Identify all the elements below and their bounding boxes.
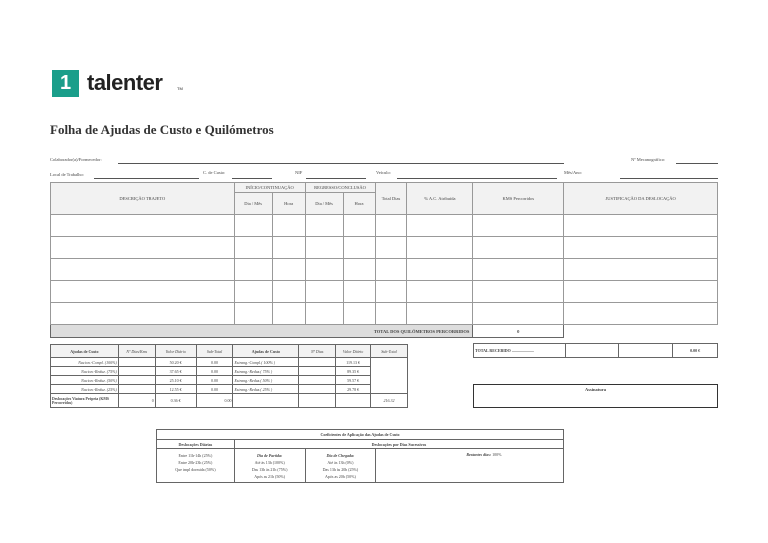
mecanografico-label: Nº Mecanográfico: <box>631 157 666 162</box>
col-ac-atribuida: % A.C. Atribuída <box>407 183 473 215</box>
coef-title: Coeficientes de Aplicação das Ajudas de Custo <box>157 430 564 440</box>
row-label: Nacion.-Reduz. (75%) <box>51 367 119 376</box>
table-row[interactable] <box>51 281 718 303</box>
coef-chegada: Dia de Chegada: Até às 13h (0%) Das 13h às 20h (25%) Após as 20h (50%) <box>305 449 376 483</box>
total-received <box>473 343 718 358</box>
allowances-table <box>50 344 408 408</box>
local-label: Local de Trabalho: <box>50 172 84 177</box>
logo-mark: 1 <box>52 70 79 97</box>
ccusto-label: C. de Custo: <box>203 170 226 175</box>
col-inicio: INÍCIO/CONTINUAÇÃO <box>234 183 305 193</box>
table-row <box>51 376 408 385</box>
nif-field[interactable] <box>306 178 366 179</box>
row-sub: 0.00 <box>196 376 233 385</box>
grand-sub: 216.32 <box>371 394 408 408</box>
table-row <box>51 358 408 367</box>
col-kms: KMS Percorridos <box>473 183 564 215</box>
coef-partida: Dia de Partida: Até às 13h (100%) Das 13h às 21h (75%) Após as 21h (50%) <box>234 449 305 483</box>
row-valor: 25.10 € <box>155 376 196 385</box>
table-row[interactable] <box>51 259 718 281</box>
hdr-valor: Valor Diário <box>155 345 196 358</box>
table-row <box>51 367 408 376</box>
viatura-label: Deslocações Viatura Própria (KMS Percorridos) <box>51 394 119 408</box>
row-sub: 0.00 <box>196 367 233 376</box>
viatura-valor: 0.36 € <box>155 394 196 408</box>
signature-box[interactable] <box>473 384 718 408</box>
row-label2: Estrang.-Reduz.( 50% ) <box>233 376 299 385</box>
col-regresso-hora: Hora <box>343 193 375 215</box>
dias-input[interactable] <box>118 367 155 376</box>
dias2-input[interactable] <box>299 367 336 376</box>
coef-diarias: Deslocações Diárias <box>157 440 235 449</box>
dias2-input[interactable] <box>299 358 336 367</box>
sub2-cell <box>371 358 408 394</box>
row-valor2: 89.35 € <box>336 367 371 376</box>
dias2-input[interactable] <box>299 376 336 385</box>
hdr-dias: Nº Dias/Kms <box>118 345 155 358</box>
coef-diarias-list: Entre 11h-14h (25%) Entre 20h-23h (25%) Que impl dormida (50%) <box>157 449 235 483</box>
colaborador-label: Colaborador(a)/Formecedor: <box>50 157 102 162</box>
col-inicio-hora: Hora <box>272 193 305 215</box>
row-label2: Estrang.-Reduz.( 75% ) <box>233 367 299 376</box>
colaborador-field[interactable] <box>118 163 564 164</box>
total-value: 0.00 € <box>673 344 718 358</box>
dias2-input[interactable] <box>299 385 336 394</box>
hdr-dias2: Nº Dias <box>299 345 336 358</box>
mecanografico-field[interactable] <box>676 163 718 164</box>
col-justificacao: JUSTIFICAÇÃO DA DESLOCAÇÃO <box>564 183 718 215</box>
coef-restantes: Restantes dias: 100% <box>376 449 564 483</box>
total-km-label: TOTAL DOS QUILÓMETROS PERCORRIDOS <box>51 325 473 338</box>
col-regresso: REGRESSO/CONCLUSÃO <box>305 183 375 193</box>
row-label: Nacion.-Compl. (100%) <box>51 358 119 367</box>
veiculo-field[interactable] <box>397 178 557 179</box>
viatura-dias[interactable]: 0 <box>118 394 155 408</box>
dias-input[interactable] <box>118 358 155 367</box>
veiculo-label: Veículo: <box>376 170 391 175</box>
dias-input[interactable] <box>118 376 155 385</box>
row-label2: Estrang.-Reduz.( 25% ) <box>233 385 299 394</box>
coef-table <box>156 429 564 483</box>
row-sub: 0.00 <box>196 385 233 394</box>
total-km-value: 0 <box>473 325 564 338</box>
table-row[interactable] <box>51 303 718 325</box>
hdr-ajudas: Ajudas de Custo <box>51 345 119 358</box>
col-descricao: DESCRIÇÃO TRAJETO <box>51 183 235 215</box>
row-valor2: 29.78 € <box>336 385 371 394</box>
mes-ano-field[interactable] <box>620 178 718 179</box>
hdr-ajudas2: Ajudas de Custo <box>233 345 299 358</box>
logo-tm: TM <box>177 86 183 91</box>
hdr-valor2: Valor Diário <box>336 345 371 358</box>
row-label: Nacion.-Reduz. (50%) <box>51 376 119 385</box>
row-valor: 50.20 € <box>155 358 196 367</box>
row-valor2: 119.13 € <box>336 358 371 367</box>
table-row <box>51 385 408 394</box>
col-inicio-dia: Dia / Mês <box>234 193 272 215</box>
logo-brand: talenter <box>87 70 163 95</box>
row-label: Nacion.-Reduz. (25%) <box>51 385 119 394</box>
row-sub: 0.00 <box>196 358 233 367</box>
row-valor2: 59.57 € <box>336 376 371 385</box>
coef-sucessivos: Deslocações por Dias Sucessivos <box>234 440 563 449</box>
table-row[interactable] <box>51 237 718 259</box>
row-valor: 12.55 € <box>155 385 196 394</box>
col-regresso-dia: Dia / Mês <box>305 193 343 215</box>
dias-input[interactable] <box>118 385 155 394</box>
hdr-sub2: Sub-Total <box>371 345 408 358</box>
nif-label: NIF <box>295 170 303 175</box>
ccusto-field[interactable] <box>232 178 272 179</box>
trip-table <box>50 182 718 338</box>
row-valor: 37.65 € <box>155 367 196 376</box>
row-label2: Estrang.-Compl.( 100% ) <box>233 358 299 367</box>
total-label: TOTAL RECEBIDO ...................... <box>474 344 566 358</box>
viatura-sub: 0.00 <box>196 394 233 408</box>
signature-label: Assinatura <box>584 387 606 392</box>
col-total-dias: Total Dias <box>375 183 407 215</box>
table-row[interactable] <box>51 215 718 237</box>
local-field[interactable] <box>94 178 199 179</box>
hdr-sub: Sub-Total <box>196 345 233 358</box>
mes-ano-label: Mês/Ano: <box>564 170 582 175</box>
page-title: Folha de Ajudas de Custo e Quilómetros <box>50 122 274 137</box>
